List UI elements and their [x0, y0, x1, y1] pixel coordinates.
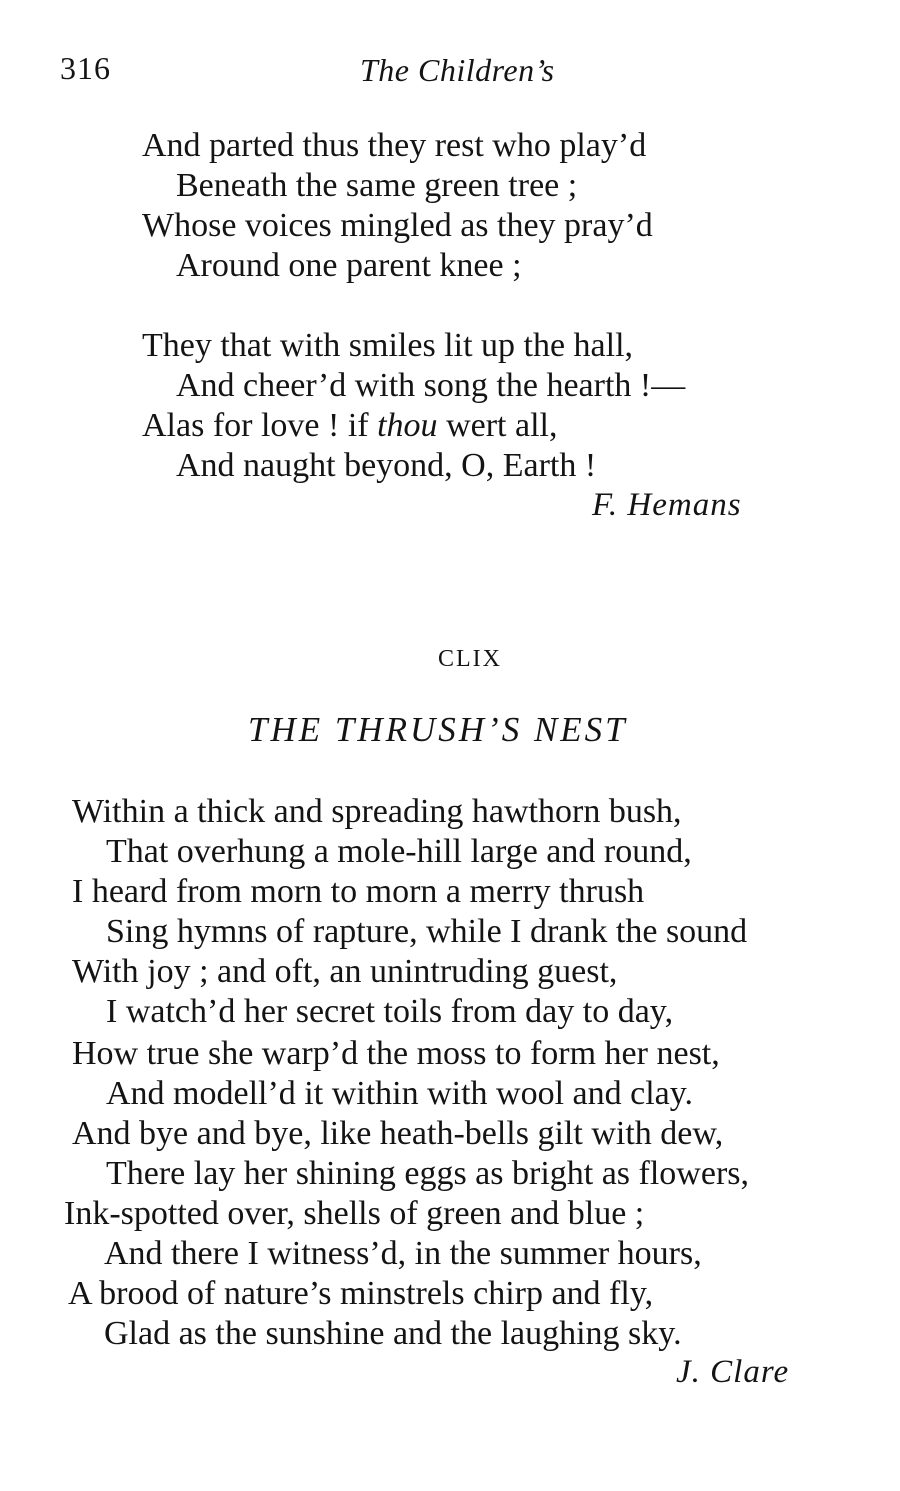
poem-line: Around one parent knee ; [176, 247, 522, 284]
poem-line [142, 406, 557, 446]
poem-line: A brood of nature’s minstrels chirp and fly, [68, 1275, 654, 1312]
poem-line: I heard from morn to morn a merry thrush [72, 873, 645, 910]
poem-line-text: Alas for love ! if [142, 407, 378, 444]
poem-title: THE THRUSH’S NEST [248, 710, 628, 749]
poem-line: Ink-spotted over, shells of green and blue ; [64, 1195, 645, 1232]
poem-line: Within a thick and spreading hawthorn bush, [72, 793, 682, 830]
running-head: The Children’s [360, 52, 555, 88]
poem-line: And naught beyond, O, Earth ! [176, 447, 597, 484]
poem-line: And parted thus they rest who play’d [142, 127, 647, 164]
poem-line: That overhung a mole-hill large and round, [106, 833, 692, 870]
poem-line: How true she warp’d the moss to form her nest, [72, 1035, 720, 1072]
poem-line: Whose voices mingled as they pray’d [142, 207, 653, 244]
poem-line: Beneath the same green tree ; [176, 167, 578, 204]
author-attribution: J. Clare [676, 1354, 790, 1390]
poem-line: And there I witness’d, in the summer hours, [104, 1235, 702, 1272]
poem-line: And bye and bye, like heath-bells gilt with dew, [72, 1115, 724, 1152]
poem-number: CLIX [438, 646, 502, 672]
poem-line: I watch’d her secret toils from day to day, [106, 993, 674, 1030]
poem-line: And cheer’d with song the hearth !— [176, 367, 686, 404]
poem-line: There lay her shining eggs as bright as flowers, [106, 1155, 749, 1192]
poem-line-text: wert all, [437, 407, 558, 444]
emphasized-word: thou [377, 407, 438, 444]
poem-line: They that with smiles lit up the hall, [142, 327, 634, 364]
poem-line: Sing hymns of rapture, while I drank the sound [106, 913, 748, 950]
poem-line: With joy ; and oft, an unintruding guest, [72, 953, 618, 990]
poem-line: And modell’d it within with wool and clay. [106, 1075, 694, 1112]
page-number: 316 [60, 50, 111, 86]
poem-line: Glad as the sunshine and the laughing sky. [104, 1315, 682, 1352]
author-attribution: F. Hemans [592, 487, 742, 523]
